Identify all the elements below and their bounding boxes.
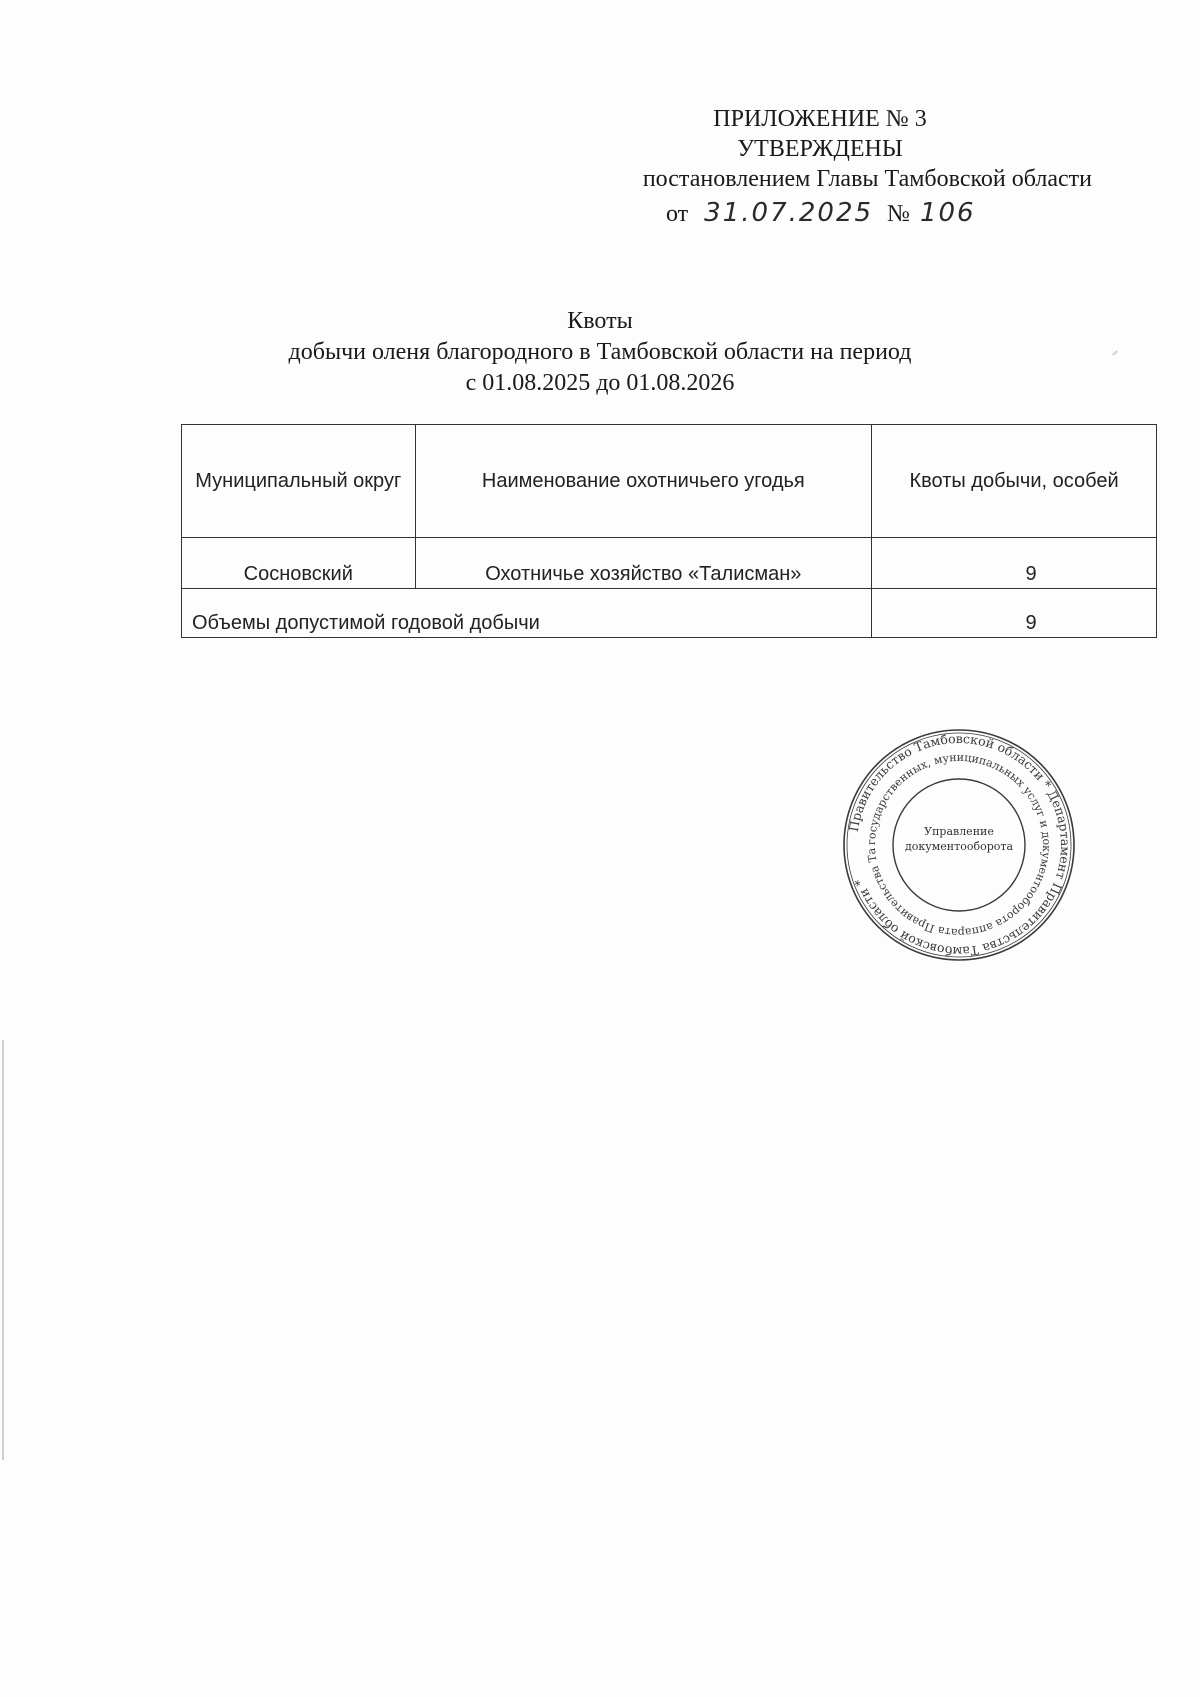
number-sign: № xyxy=(887,201,910,227)
quota-table xyxy=(181,424,1157,638)
approval-date-line xyxy=(540,198,1100,229)
approval-basis: постановлением Главы Тамбовской области xyxy=(642,166,1092,192)
stamp-center-line-1: Управление xyxy=(924,825,994,838)
handwritten-date: 31.07.2025 xyxy=(704,198,874,228)
approval-header xyxy=(540,104,1100,229)
official-stamp xyxy=(837,718,1076,962)
approved-label: УТВЕРЖДЕНЫ xyxy=(737,136,903,162)
stamp-outer-text: Правительство Тамбовской области * Департамент Правительства Тамбовской области * xyxy=(845,730,1074,960)
header-district: Муниципальный округ xyxy=(182,425,416,538)
table-total-row xyxy=(182,589,1157,638)
date-prefix: от xyxy=(666,201,689,227)
header-hunting-ground: Наименование охотничьего угодья xyxy=(415,425,872,538)
scan-speck xyxy=(1112,350,1118,355)
stamp-inner-text: государственных, муниципальных услуг и документооборота аппарата Правительства Тамбовской области xyxy=(837,718,1054,940)
handwritten-number: 106 xyxy=(919,198,976,228)
appendix-label: ПРИЛОЖЕНИЕ № 3 xyxy=(713,106,927,132)
header-quota: Квоты добычи, особей xyxy=(872,425,1157,538)
table-header-row xyxy=(182,425,1157,538)
total-label: Объемы допустимой годовой добычи xyxy=(182,589,872,638)
title-line-3: с 01.08.2025 до 01.08.2026 xyxy=(465,370,735,396)
cell-quota: 9 xyxy=(872,538,1157,589)
total-value: 9 xyxy=(872,589,1157,638)
stamp-center-text xyxy=(899,824,1019,854)
cell-district: Сосновский xyxy=(182,538,416,589)
scan-edge-mark xyxy=(2,1040,4,1460)
title-line-1: Квоты xyxy=(567,308,633,334)
title-line-2: добычи оленя благородного в Тамбовской области на период xyxy=(288,339,912,365)
table-row xyxy=(182,538,1157,589)
cell-hunting-ground: Охотничье хозяйство «Талисман» xyxy=(415,538,872,589)
stamp-center-line-2: документооборота xyxy=(904,840,1014,853)
document-title xyxy=(180,306,1020,399)
